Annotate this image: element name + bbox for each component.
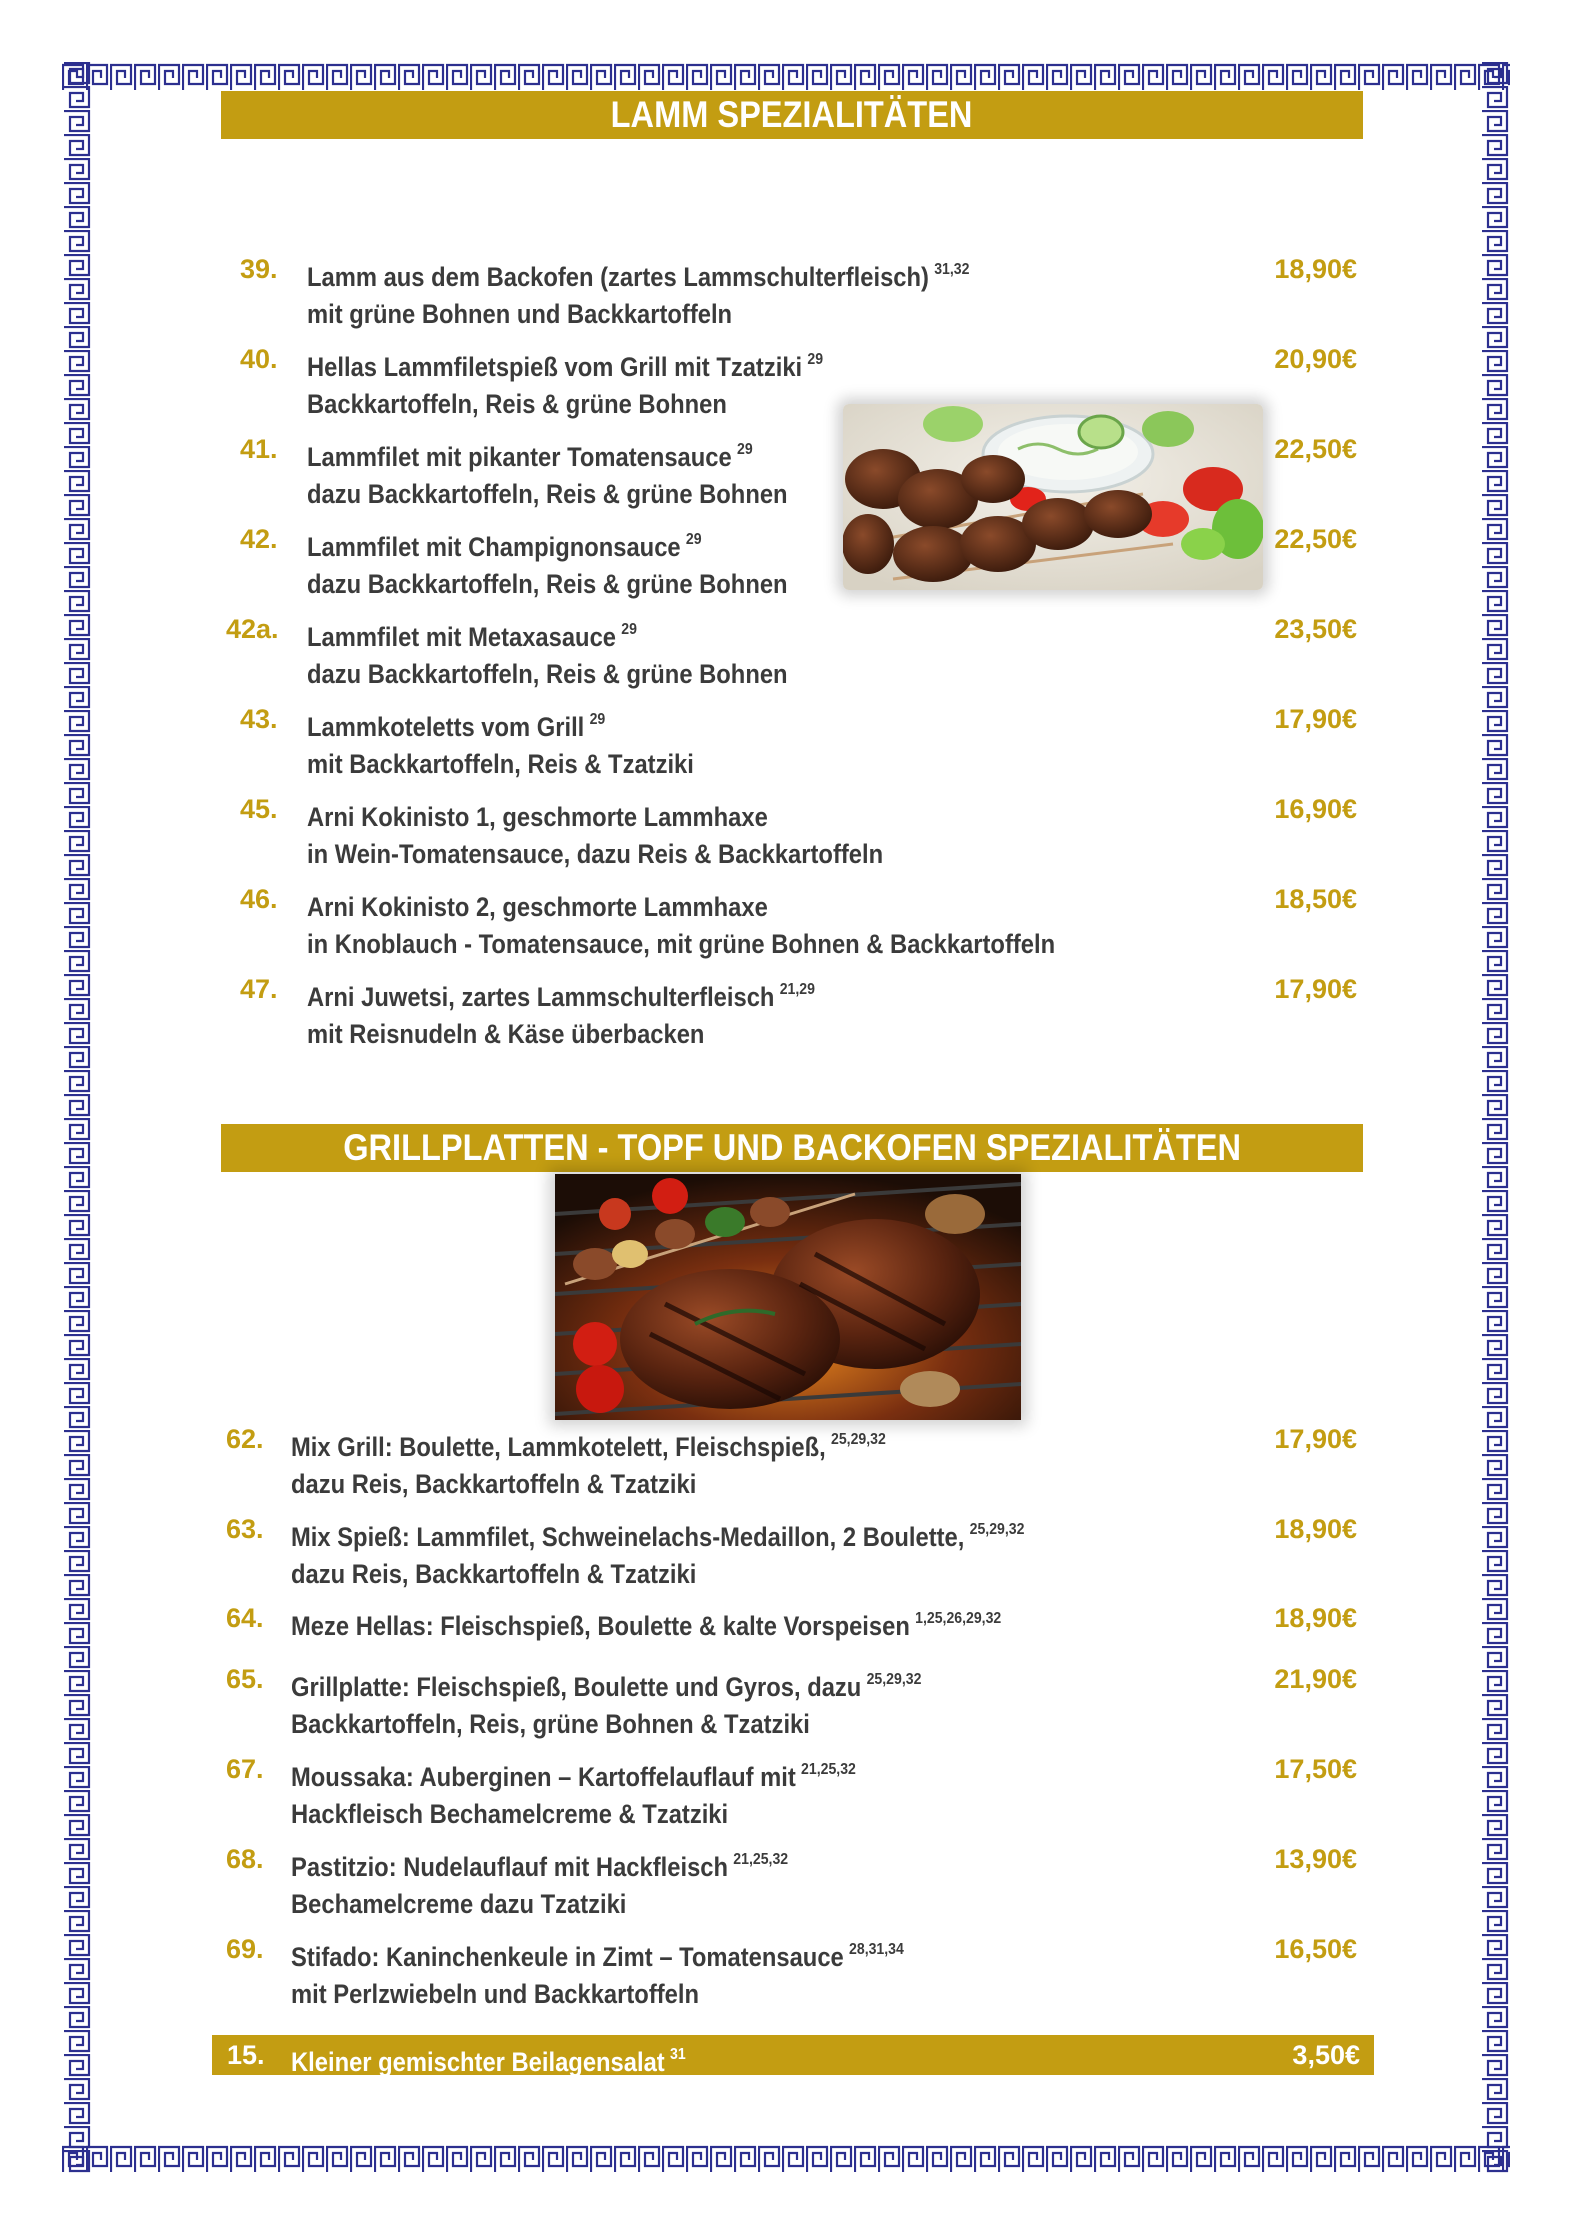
menu-item <box>0 1661 1571 1741</box>
section-header-lamm <box>221 91 1363 139</box>
item-number: 40. <box>240 344 278 374</box>
item-number: 63. <box>226 1514 264 1544</box>
menu-item <box>0 251 1571 331</box>
item-allergens: 29 <box>807 351 824 368</box>
item-description <box>291 1931 987 2013</box>
item-name: Arni Juwetsi, zartes Lammschulterfleisch <box>307 982 775 1012</box>
menu-item <box>0 1511 1571 1591</box>
item-number: 65. <box>226 1664 264 1694</box>
item-name: Mix Spieß: Lammfilet, Schweinelachs-Medaillon, 2 Boulette, <box>291 1522 965 1552</box>
menu-item <box>0 341 1571 421</box>
item-name: Pastitzio: Nudelauflauf mit Hackfleisch <box>291 1852 729 1882</box>
item-number: 43. <box>240 704 278 734</box>
menu-item <box>0 611 1571 691</box>
item-sides: mit Backkartoffeln, Reis & Tzatziki <box>307 749 694 779</box>
menu-item <box>0 1841 1571 1921</box>
menu-item <box>0 1751 1571 1831</box>
item-sides: in Wein-Tomatensauce, dazu Reis & Backkartoffeln <box>307 839 884 869</box>
item-name: Lammfilet mit pikanter Tomatensauce <box>307 442 732 472</box>
item-name: Grillplatte: Fleischspieß, Boulette und Gyros, dazu <box>291 1672 862 1702</box>
item-description <box>307 701 747 783</box>
item-number: 47. <box>240 974 278 1004</box>
item-name: Hellas Lammfiletspieß vom Grill mit Tzatziki <box>307 352 803 382</box>
item-sides: dazu Reis, Backkartoffeln & Tzatziki <box>291 1559 697 1589</box>
item-description <box>307 791 962 873</box>
side-salad-price: 3,50€ <box>1292 2040 1360 2070</box>
menu-item <box>0 791 1571 871</box>
item-number: 46. <box>240 884 278 914</box>
item-number: 68. <box>226 1844 264 1874</box>
item-price: 22,50€ <box>1274 434 1357 464</box>
item-description <box>307 971 884 1053</box>
menu-item <box>0 971 1571 1051</box>
side-salad-label: Kleiner gemischter Beilagensalat <box>291 2047 665 2077</box>
section-header-grill <box>221 1124 1363 1172</box>
item-price: 16,50€ <box>1274 1934 1357 1964</box>
menu-item <box>0 881 1571 961</box>
item-price: 22,50€ <box>1274 524 1357 554</box>
item-allergens: 29 <box>736 441 753 458</box>
item-sides: Backkartoffeln, Reis & grüne Bohnen <box>307 389 727 419</box>
item-sides: dazu Backkartoffeln, Reis & grüne Bohnen <box>307 569 788 599</box>
item-description <box>307 251 1060 333</box>
item-sides: Backkartoffeln, Reis, grüne Bohnen & Tzatziki <box>291 1709 810 1739</box>
item-number: 42a. <box>226 614 279 644</box>
item-allergens: 21,25,32 <box>801 1761 856 1778</box>
item-name: Lammfilet mit Champignonsauce <box>307 532 681 562</box>
item-number: 62. <box>226 1424 264 1454</box>
item-sides: Hackfleisch Bechamelcreme & Tzatziki <box>291 1799 729 1829</box>
item-sides: Bechamelcreme dazu Tzatziki <box>291 1889 627 1919</box>
item-description <box>291 1511 1124 1593</box>
item-name: Lammkoteletts vom Grill <box>307 712 585 742</box>
item-sides: mit Perlzwiebeln und Backkartoffeln <box>291 1979 699 2009</box>
item-sides: dazu Backkartoffeln, Reis & grüne Bohnen <box>307 659 788 689</box>
lamb-skewer-photo <box>843 404 1263 590</box>
item-price: 21,90€ <box>1274 1664 1357 1694</box>
item-number: 67. <box>226 1754 264 1784</box>
item-allergens: 1,25,26,29,32 <box>915 1610 1002 1627</box>
item-sides: dazu Reis, Backkartoffeln & Tzatziki <box>291 1469 697 1499</box>
section-title-lamm: LAMM SPEZIALITÄTEN <box>611 94 973 135</box>
side-salad-number: 15. <box>227 2040 265 2070</box>
menu-item <box>0 1421 1571 1501</box>
item-price: 17,90€ <box>1274 704 1357 734</box>
item-number: 41. <box>240 434 278 464</box>
menu-item <box>0 431 1571 511</box>
item-sides: mit grüne Bohnen und Backkartoffeln <box>307 299 733 329</box>
item-description <box>291 1600 1098 1645</box>
item-sides: mit Reisnudeln & Käse überbacken <box>307 1019 705 1049</box>
item-price: 16,90€ <box>1274 794 1357 824</box>
item-sides: dazu Backkartoffeln, Reis & grüne Bohnen <box>307 479 788 509</box>
item-allergens: 25,29,32 <box>969 1521 1025 1538</box>
item-name: Meze Hellas: Fleischspieß, Boulette & kalte Vorspeisen <box>291 1611 910 1641</box>
item-allergens: 25,29,32 <box>830 1431 886 1448</box>
item-name: Arni Kokinisto 2, geschmorte Lammhaxe <box>307 892 768 922</box>
item-number: 42. <box>240 524 278 554</box>
item-name: Stifado: Kaninchenkeule in Zimt – Tomatensauce <box>291 1942 844 1972</box>
item-name: Mix Grill: Boulette, Lammkotelett, Fleischspieß, <box>291 1432 826 1462</box>
item-price: 23,50€ <box>1274 614 1357 644</box>
item-price: 17,90€ <box>1274 1424 1357 1454</box>
side-salad-allergens: 31 <box>669 2046 686 2063</box>
item-allergens: 21,29 <box>779 981 815 998</box>
item-description <box>307 611 853 693</box>
item-number: 69. <box>226 1934 264 1964</box>
item-price: 18,90€ <box>1274 254 1357 284</box>
item-allergens: 29 <box>685 531 702 548</box>
item-allergens: 29 <box>589 711 606 728</box>
item-allergens: 29 <box>621 621 637 638</box>
item-price: 18,50€ <box>1274 884 1357 914</box>
item-description <box>291 1841 856 1923</box>
greek-key-border-top <box>62 62 1510 92</box>
item-name: Arni Kokinisto 1, geschmorte Lammhaxe <box>307 802 768 832</box>
greek-key-border-bottom <box>62 2144 1510 2174</box>
item-number: 64. <box>226 1603 264 1633</box>
menu-item <box>0 521 1571 601</box>
side-salad-bar <box>212 2035 1374 2075</box>
item-number: 39. <box>240 254 278 284</box>
item-description <box>291 1751 933 1833</box>
item-description <box>291 1661 1007 1743</box>
item-description <box>307 431 853 513</box>
item-description <box>307 521 853 603</box>
item-number: 45. <box>240 794 278 824</box>
item-sides: in Knoblauch - Tomatensauce, mit grüne Bohnen & Backkartoffeln <box>307 929 1056 959</box>
section-title-grill: GRILLPLATTEN - TOPF UND BACKOFEN SPEZIALITÄTEN <box>343 1127 1241 1168</box>
item-allergens: 31,32 <box>934 261 970 278</box>
item-price: 18,90€ <box>1274 1603 1357 1633</box>
menu-item <box>0 701 1571 781</box>
item-description <box>307 881 1157 963</box>
item-description <box>291 1421 967 1503</box>
item-price: 20,90€ <box>1274 344 1357 374</box>
item-allergens: 25,29,32 <box>866 1671 922 1688</box>
item-price: 17,90€ <box>1274 974 1357 1004</box>
item-name: Lammfilet mit Metaxasauce <box>307 622 617 652</box>
item-description <box>307 341 893 423</box>
item-price: 13,90€ <box>1274 1844 1357 1874</box>
item-price: 18,90€ <box>1274 1514 1357 1544</box>
menu-item <box>0 1931 1571 2011</box>
item-allergens: 28,31,34 <box>849 1941 904 1958</box>
item-name: Moussaka: Auberginen – Kartoffelauflauf mit <box>291 1762 796 1792</box>
item-allergens: 21,25,32 <box>733 1851 789 1868</box>
grill-steak-photo <box>555 1174 1021 1420</box>
item-name: Lamm aus dem Backofen (zartes Lammschulterfleisch) <box>307 262 929 292</box>
item-price: 17,50€ <box>1274 1754 1357 1784</box>
